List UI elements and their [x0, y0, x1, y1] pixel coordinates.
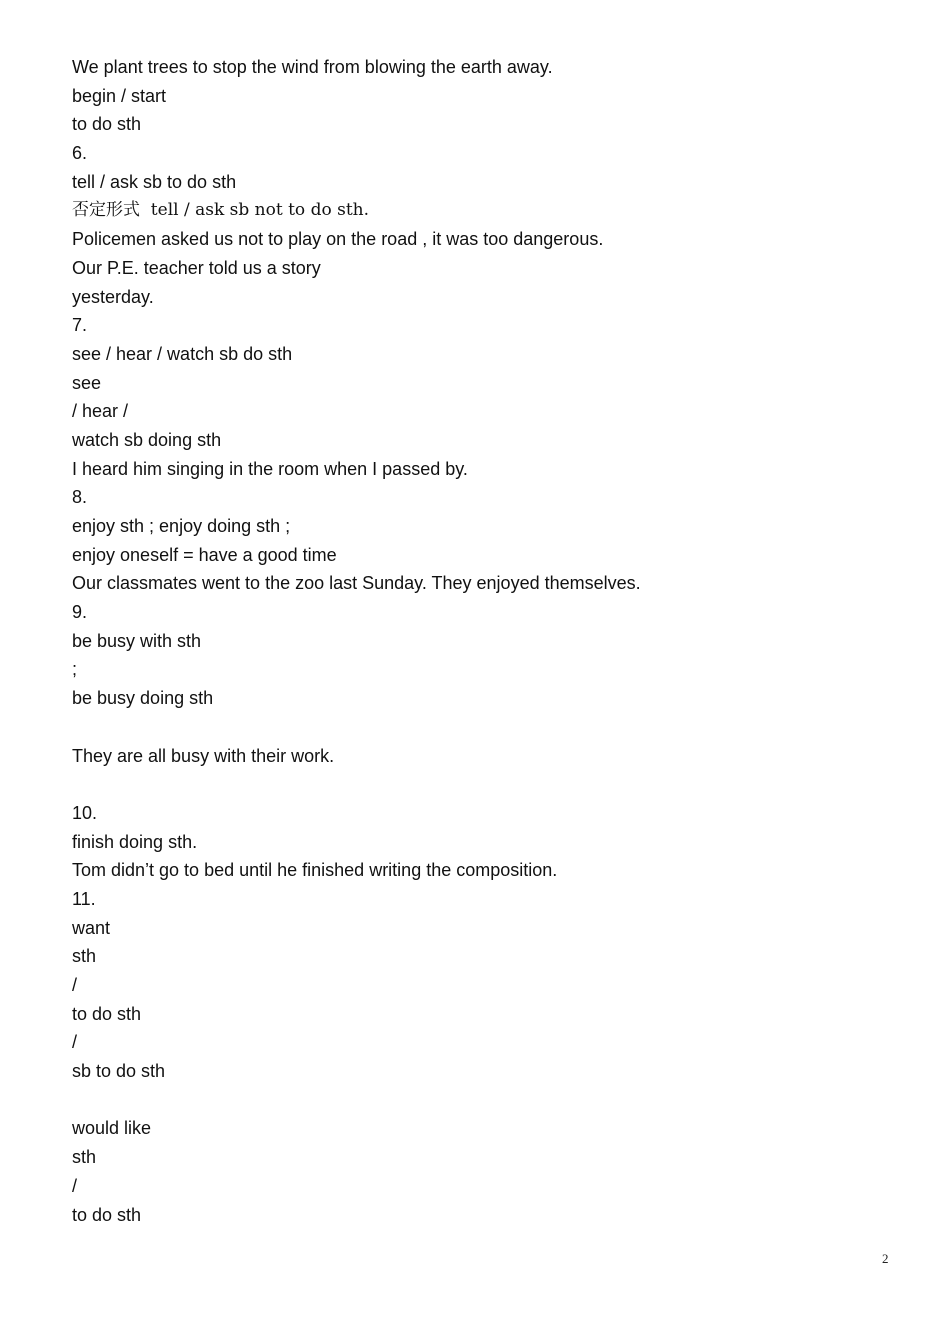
- text-line: Our classmates went to the zoo last Sunday. They enjoyed themselves.: [72, 573, 641, 594]
- item-number: 7.: [72, 315, 88, 336]
- text-line: see / hear / watch sb do sth: [72, 343, 293, 364]
- text-line: sth: [72, 946, 97, 967]
- text-line: to do sth: [72, 1204, 142, 1225]
- negative-form-line: 否定形式 tell / ask sb not to do sth.: [72, 200, 370, 221]
- text-line: /: [72, 1032, 78, 1053]
- text-line: ;: [72, 659, 78, 680]
- text-line: yesterday.: [72, 286, 154, 307]
- text-line: Policemen asked us not to play on the road , it was too dangerous.: [72, 229, 604, 250]
- text-line: /: [72, 975, 78, 995]
- item-number: 8.: [72, 487, 88, 508]
- text-line: /: [72, 1175, 78, 1196]
- text-line: enjoy oneself = have a good time: [72, 544, 337, 565]
- text-line: begin / start: [72, 85, 167, 106]
- text-line: They are all busy with their work.: [72, 745, 335, 766]
- text-line: We plant trees to stop the wind from blowing the earth away.: [72, 57, 553, 77]
- text-line: tell / ask sb to do sth: [72, 171, 237, 192]
- page-number: 2: [882, 1251, 889, 1266]
- text-line: Tom didn’t go to bed until he finished writing the composition.: [72, 860, 558, 881]
- text-line: finish doing sth.: [72, 831, 198, 852]
- text-line: see: [72, 372, 102, 393]
- text-line: to do sth: [72, 114, 142, 135]
- item-number: 11.: [72, 888, 96, 909]
- text-line: / hear /: [72, 401, 129, 422]
- item-number: 6.: [72, 143, 88, 164]
- text-line: to do sth: [72, 1003, 142, 1024]
- blank-line: [72, 713, 892, 742]
- text-line: Our P.E. teacher told us a story: [72, 257, 321, 278]
- blank-line: [72, 1086, 892, 1115]
- text-line: sth: [72, 1147, 97, 1168]
- item-number: 9.: [72, 602, 88, 623]
- blank-line: [72, 770, 892, 799]
- text-line: watch sb doing sth: [72, 429, 222, 450]
- text-line: would like: [72, 1118, 152, 1139]
- item-number: 10.: [72, 802, 98, 823]
- text-line: be busy doing sth: [72, 688, 214, 709]
- text-line: be busy with sth: [72, 630, 202, 651]
- text-line: sb to do sth: [72, 1061, 166, 1082]
- text-line: enjoy sth ; enjoy doing sth ;: [72, 516, 291, 536]
- text-line: want: [72, 917, 111, 938]
- document-body: [72, 53, 892, 1229]
- text-line: I heard him singing in the room when I passed by.: [72, 458, 468, 479]
